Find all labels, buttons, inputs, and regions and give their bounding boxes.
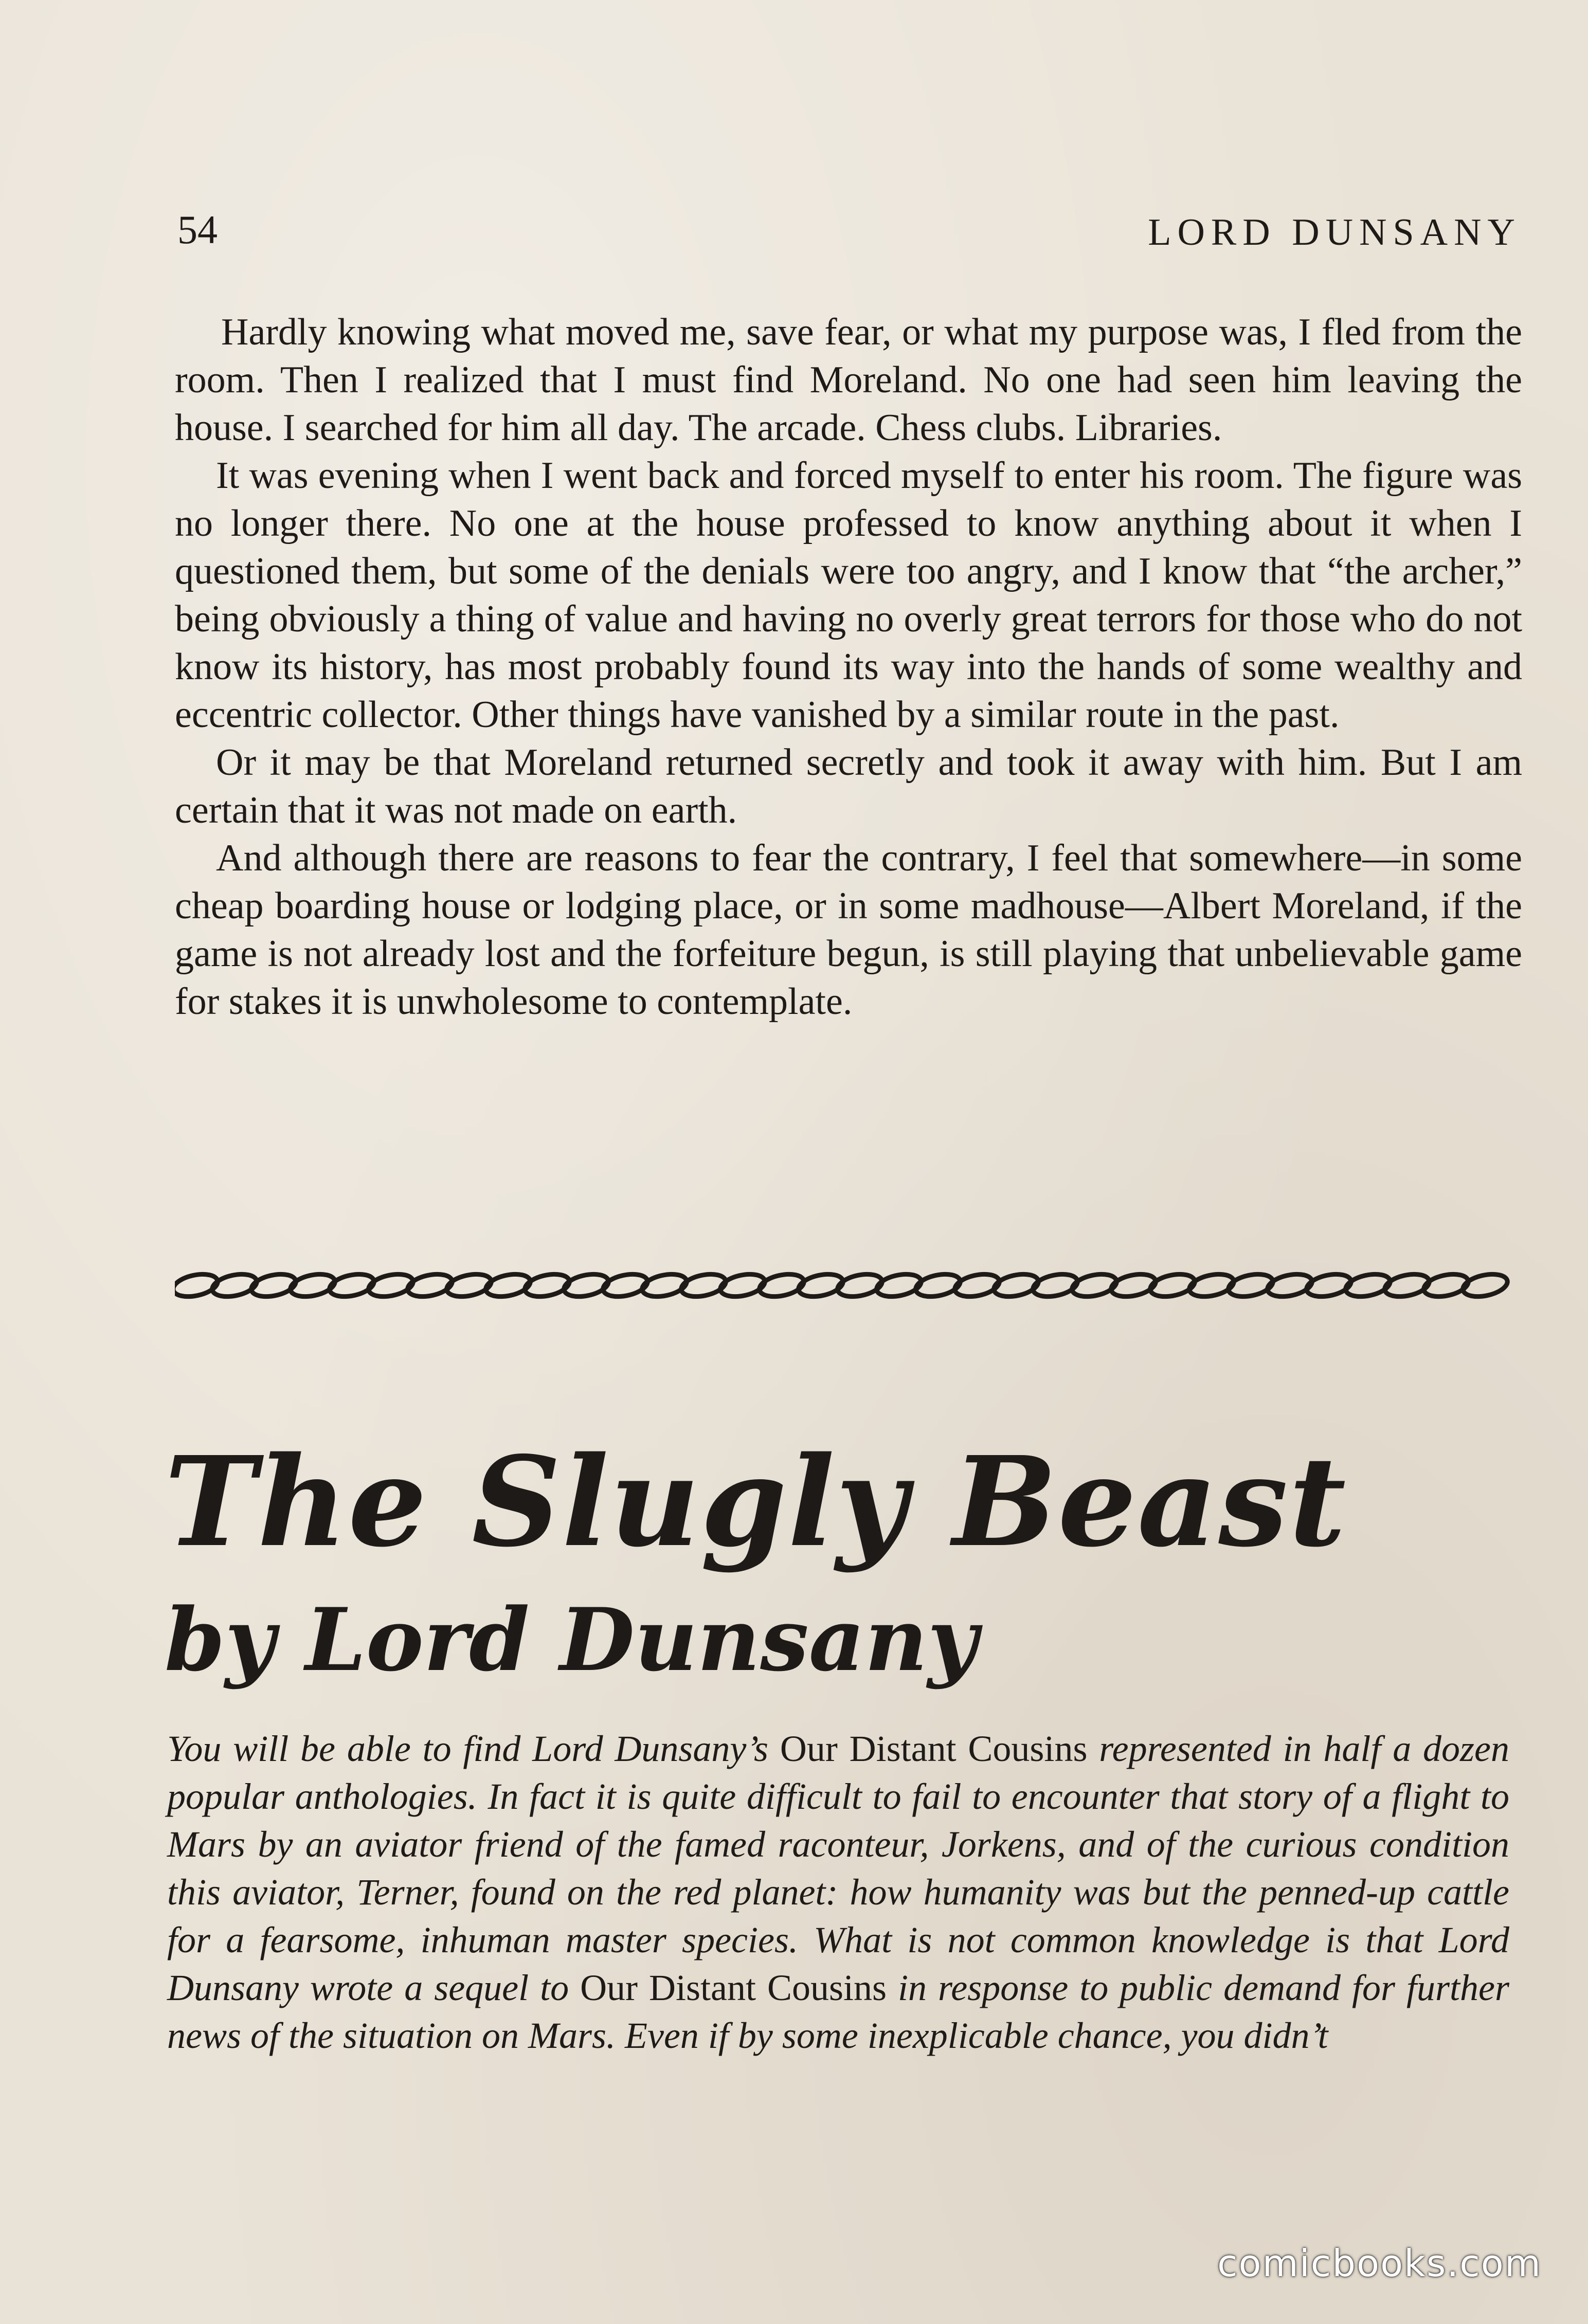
ornamental-divider [175,1255,1512,1316]
intro-text: You will be able to find Lord Dunsany’s [167,1728,780,1769]
body-paragraph: Hardly knowing what moved me, save fear, or what my purpose was, I fled from the room. Then I realized that I must find Moreland. No one had seen him leaving the house. I searched for him all day. The arcade. Chess clubs. Libraries. [175,311,1522,449]
body-paragraph: And although there are reasons to fear the contrary, I feel that somewhere—in some cheap boarding house or lodging place, or in some madhouse—Albert Moreland, if the game is not already lost and the forfeiture begun, is still playing that unbelievable game for stakes it is unwholesome to contemplate. [175,837,1522,1023]
intro-text: in response to public demand for further news of the situation on Mars. Even if by some inexplicable chance, you didn’t [167,1967,1509,2056]
book-title: Our Distant Cousins [580,1967,887,2008]
running-head: LORD DUNSANY [1148,211,1521,253]
page-number: 54 [177,207,218,252]
body-paragraph: Or it may be that Moreland returned secretly and took it away with him. But I am certain that it was not made on earth. [175,741,1522,831]
story-title: The Slugly Beast [165,1429,1347,1574]
story-byline: by Lord Dunsany [165,1589,978,1691]
story-body-text [175,308,1522,1026]
body-paragraph: It was evening when I went back and forced myself to enter his room. The figure was no longer there. No one at the house professed to know anything about it when I questioned them, but some of the denials were too angry, and I know that “the archer,” being obviously a thing of value and having no overly great terrors for those who do not know its history, has most probably found its way into the hands of some wealthy and eccentric collector. Other things have vanished by a similar route in the past. [175,455,1522,736]
watermark: comicbooks.com [1217,2242,1542,2285]
intro-text: represented in half a dozen popular anthologies. In fact it is quite difficult to fail to encounter that story of a flight to Mars by an aviator friend of the famed raconteur, Jorkens, and of the curious condition this aviator, Terner, found on the red planet: how humanity was but the penned-up cattle for a fearsome, inhuman master species. What is not common knowledge is that Lord Dunsany wrote a sequel to [167,1728,1509,2008]
book-title: Our Distant Cousins [780,1728,1088,1769]
story-introduction [167,1725,1509,2060]
